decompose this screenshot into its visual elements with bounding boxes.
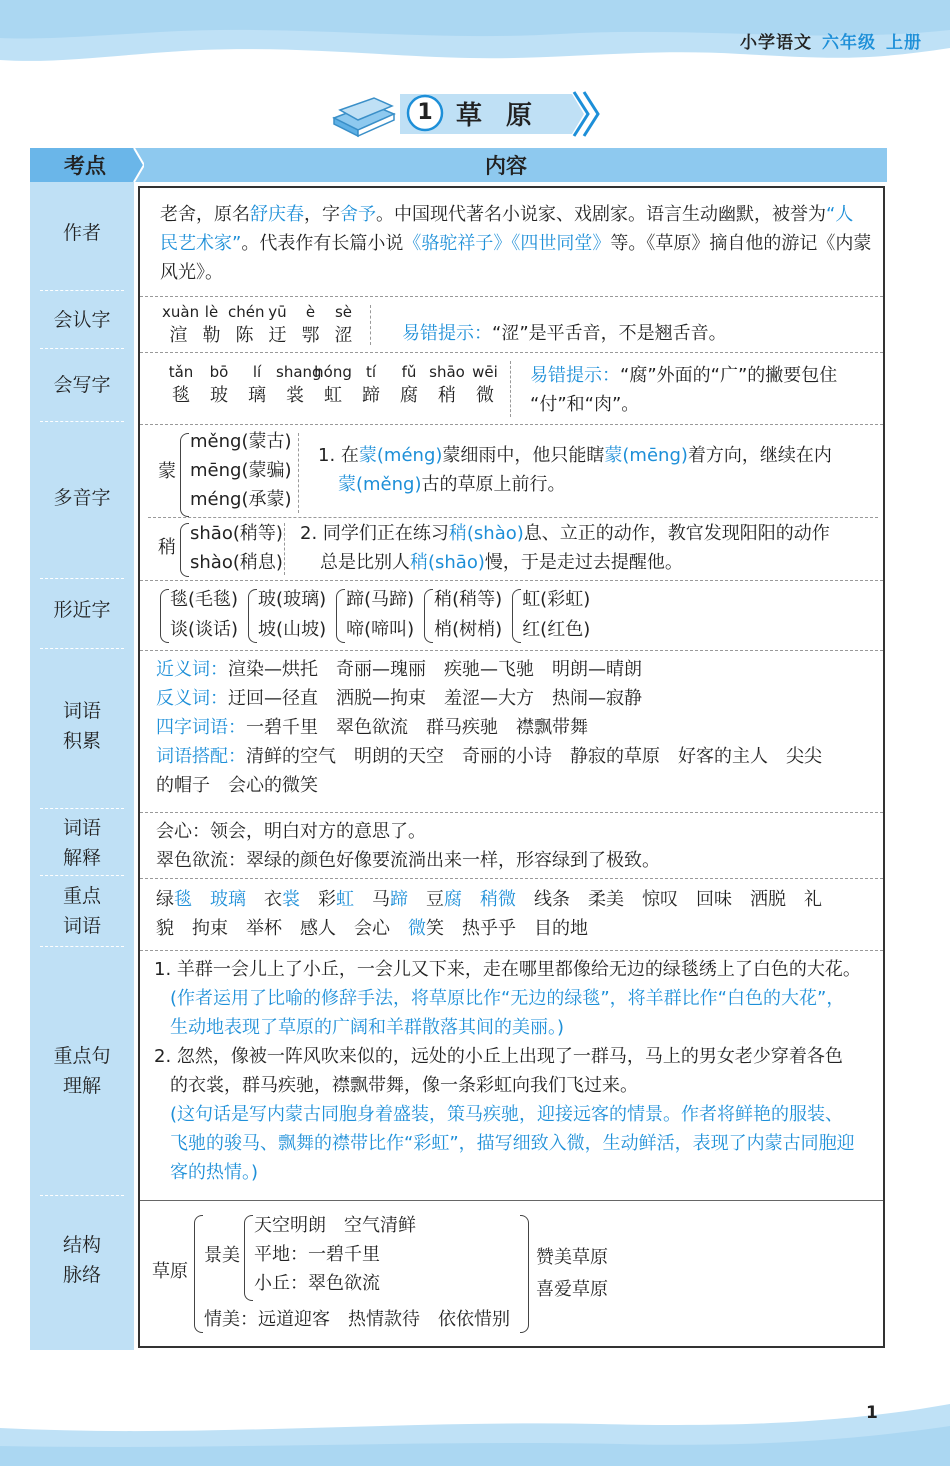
label-divider: [40, 290, 124, 291]
keyword-segment: 腐: [444, 889, 462, 910]
polyphone-shao-char: 稍: [158, 537, 176, 558]
header-kaodian: 考点: [64, 154, 106, 178]
similar-group: [246, 585, 326, 645]
label-divider: [40, 875, 124, 876]
similar-word: 红(红色): [522, 619, 591, 640]
label-divider: [40, 348, 124, 349]
brace: [160, 589, 169, 643]
label-divider: [40, 421, 124, 422]
keyword-segment: [462, 889, 480, 910]
similar-word: 毯(毛毯): [170, 589, 239, 610]
label-divider: [40, 808, 124, 809]
brace: [180, 433, 189, 517]
pinyin: wēi: [472, 363, 498, 381]
write-chars: [162, 363, 504, 407]
brace: [244, 1215, 253, 1301]
pinyin: fǔ: [401, 363, 417, 381]
label-sentences-1: 重点句: [53, 1045, 111, 1067]
row-divider: [370, 305, 371, 345]
label-structure-2: 脉络: [62, 1264, 101, 1286]
label-divider: [40, 946, 124, 947]
lesson-number: 1: [417, 100, 433, 125]
brace: [180, 523, 189, 577]
structure-beauty-items: 天空明朗 空气清鲜 平地：一碧千里 小丘：翠色欲流: [254, 1215, 416, 1294]
similar-word: 蹄(马蹄): [346, 589, 415, 610]
polyphone-meng-example: 1. 在蒙(méng)蒙细雨中，他只能瞎蒙(mēng)着方向，继续在内 蒙(měng)古的草原上前行。: [318, 445, 832, 495]
hanzi: 毯: [172, 385, 190, 406]
label-vocab-1: 词语: [62, 700, 101, 722]
char-with-pinyin: [195, 303, 228, 347]
similar-group: [158, 585, 238, 645]
table-header-bar: [30, 148, 887, 182]
label-explain-1: 词语: [62, 817, 101, 839]
hanzi: 稍: [438, 385, 456, 406]
similar-word: 坡(山坡): [258, 619, 327, 640]
similar-group: [422, 585, 502, 645]
brace: [520, 1215, 529, 1333]
write-tip: 易错提示：“腐”外面的“广”的撇要包住 “付”和“肉”。: [530, 365, 838, 415]
explain-text: 会心：领会，明白对方的意思了。 翠色欲流：翠绿的颜色好像要流淌出来一样，形容绿到了极致。: [156, 821, 660, 871]
similar-word: 玻(玻璃): [258, 589, 327, 610]
char-with-pinyin: [162, 303, 200, 347]
polyphone-meng-readings: měng(蒙古) mēng(蒙骗) méng(承蒙): [190, 431, 292, 510]
pinyin: sè: [334, 303, 353, 321]
brace: [336, 589, 345, 643]
brace: [512, 589, 521, 643]
hanzi: 玻: [210, 385, 228, 406]
pinyin: chén: [228, 303, 265, 321]
similar-group: [334, 585, 414, 645]
keyword-segment: 蹄: [390, 889, 408, 910]
row-recognize: [140, 296, 883, 352]
hanzi: 微: [476, 385, 494, 406]
recognize-tip: 易错提示：“涩”是平舌音，不是翘舌音。: [402, 323, 727, 344]
keyword-segment: 豆: [408, 889, 444, 910]
label-structure-1: 结构: [62, 1234, 101, 1256]
header-neirong: 内容: [485, 154, 527, 178]
char-with-pinyin: [238, 363, 276, 407]
char-with-pinyin: [314, 363, 352, 407]
similar-word: 虹(彩虹): [522, 589, 591, 610]
label-similar: 形近字: [53, 599, 111, 621]
row-keywords: [140, 878, 883, 950]
row-sentences: [140, 950, 883, 1200]
char-with-pinyin: [261, 303, 294, 347]
similar-word: 稍(稍等): [434, 589, 503, 610]
pinyin: shāo: [429, 363, 465, 381]
row-explain: [140, 812, 883, 878]
recognize-chars: [162, 303, 360, 347]
structure-root: 草原: [152, 1261, 188, 1282]
pinyin: tǎn: [168, 363, 194, 381]
similar-word: 啼(啼叫): [346, 619, 415, 640]
pinyin: lí: [252, 363, 262, 381]
row-write: [140, 352, 883, 424]
char-with-pinyin: [466, 363, 504, 407]
keyword-segment: 虹: [336, 889, 354, 910]
hanzi: 腐: [400, 385, 418, 406]
polyphone-shao-readings: shāo(稍等) shào(稍息): [190, 523, 283, 573]
char-with-pinyin: [162, 363, 200, 407]
book-info: [740, 28, 922, 53]
structure-feeling: 情美：远道迎客 热情款待 依依惜别: [204, 1309, 510, 1330]
row-divider: [284, 523, 285, 575]
keyword-segment: [192, 889, 210, 910]
keyword-segment: 线条 柔美 惊叹 回味 洒脱 礼: [516, 889, 822, 910]
pinyin: xuàn: [162, 303, 200, 321]
keyword-segment: 毯: [174, 889, 192, 910]
hanzi: 勒: [202, 325, 221, 346]
keywords-text: 绿毯 玻璃 衣裳 彩虹 马蹄 豆腐 稍微 线条 柔美 惊叹 回味 洒脱 礼 貌 拘束 举杯 感人 会心 微笑 热乎乎 目的地: [156, 885, 880, 943]
keyword-segment: 马: [354, 889, 390, 910]
char-with-pinyin: [327, 303, 360, 347]
similar-word: 梢(树梢): [434, 619, 503, 640]
char-with-pinyin: [276, 363, 322, 407]
keyword-segment: 玻璃: [210, 889, 246, 910]
row-divider: [510, 361, 511, 417]
keywords-line-1: [156, 885, 880, 914]
pinyin: yū: [268, 303, 287, 321]
row-author: [140, 188, 883, 296]
label-sentences-2: 理解: [62, 1075, 101, 1097]
row-divider: [298, 433, 299, 513]
row-similar: [140, 580, 883, 650]
hanzi: 渲: [169, 325, 188, 346]
char-with-pinyin: [294, 303, 327, 347]
label-divider: [40, 1195, 124, 1196]
keyword-segment: 稍微: [480, 889, 516, 910]
sentences-text: 1. 羊群一会儿上了小丘，一会儿又下来，走在哪里都像给无边的绿毯绣上了白色的大花。 (作者运用了比喻的修辞手法，将草原比作“无边的绿毯”，将羊群比作“白色的大花”， 生动地表现了草原的广阔和羊群散落其间的美丽。) 2. 忽然，像被一阵风吹来似的，远处的小丘上出现了一群马，马上的男女老少穿着各色 的衣裳，群马疾驰，襟飘带舞，像一条彩虹向我们飞过来。 (这句话是写内蒙古同胞身着盛装，策马疾驰，迎接远客的情景。作者将鲜艳的服装、 飞驰的骏马、飘舞的襟带比作“彩虹”，描写细致入微，生动鲜活，表现了内蒙古同胞迎 客的热情。): [154, 959, 861, 1183]
label-author: 作者: [62, 222, 101, 244]
keyword-segment: 绿: [156, 889, 174, 910]
label-recognize: 会认字: [53, 309, 111, 331]
lesson-name: 草原: [456, 101, 557, 131]
char-with-pinyin: [390, 363, 428, 407]
hanzi: 陈: [235, 325, 254, 346]
structure-beauty: 景美: [204, 1245, 240, 1266]
pinyin: hóng: [314, 363, 352, 381]
pinyin: bō: [209, 363, 229, 381]
similar-group: [510, 585, 590, 645]
structure-praise: 赞美草原: [536, 1247, 608, 1268]
brace: [248, 589, 257, 643]
label-polyphone: 多音字: [53, 487, 111, 509]
pinyin: lè: [204, 303, 219, 321]
keyword-segment: 衣: [246, 889, 282, 910]
label-keywords-1: 重点: [62, 885, 101, 907]
grade-label: 六年级: [822, 33, 876, 53]
char-with-pinyin: [200, 363, 238, 407]
brace: [424, 589, 433, 643]
page-number: 1: [866, 1403, 878, 1423]
row-polyphone: [140, 424, 883, 580]
subject-label: 小学语文: [740, 33, 812, 53]
similar-word: 谈(谈话): [170, 619, 239, 640]
hanzi: 璃: [248, 385, 266, 406]
keyword-segment: 裳: [282, 889, 300, 910]
volume-label: 上册: [886, 33, 922, 53]
hanzi: 裳: [286, 385, 304, 406]
hanzi: 迂: [268, 325, 287, 346]
hanzi: 涩: [334, 325, 353, 346]
polyphone-meng-char: 蒙: [158, 461, 176, 482]
brace: [194, 1215, 203, 1333]
author-text: 老舍，原名舒庆春，字舍予。中国现代著名小说家、戏剧家。语言生动幽默，被誉为“人 民艺术家”。代表作有长篇小说《骆驼祥子》《四世同堂》等。《草原》摘自他的游记《内蒙 风光》。: [160, 204, 872, 283]
structure-love: 喜爱草原: [536, 1279, 608, 1300]
content-box: [138, 186, 885, 1348]
lesson-title: [330, 88, 600, 140]
label-write: 会写字: [53, 374, 111, 396]
pinyin: è: [305, 303, 316, 321]
vocab-text: 近义词：渲染—烘托 奇丽—瑰丽 疾驰—飞驰 明朗—晴朗 反义词：迂回—径直 洒脱—拘束 羞涩—大方 热闹—寂静 四字词语：一碧千里 翠色欲流 群马疾驰 襟飘带舞 词语搭配：清鲜的空气 明朗的天空 奇丽的小诗 静寂的草原 好客的主人 尖尖 的帽子 会心的微笑: [156, 659, 822, 796]
inner-divider: [148, 517, 878, 518]
char-with-pinyin: [352, 363, 390, 407]
label-column: [30, 182, 134, 1350]
label-divider: [40, 648, 124, 649]
bottom-band: [0, 1390, 950, 1466]
char-with-pinyin: [228, 303, 265, 347]
label-keywords-2: 词语: [62, 915, 101, 937]
keyword-segment: 彩: [300, 889, 336, 910]
similar-groups: [158, 585, 598, 645]
hanzi: 虹: [324, 385, 342, 406]
label-vocab-2: 积累: [62, 730, 101, 752]
polyphone-shao-example: 2. 同学们正在练习稍(shào)息、立正的动作，教官发现阳阳的动作 总是比别人稍(shāo)慢，于是走过去提醒他。: [300, 523, 830, 573]
pinyin: shang: [276, 363, 322, 381]
row-vocab: [140, 650, 883, 812]
char-with-pinyin: [428, 363, 466, 407]
hanzi: 鄂: [301, 325, 320, 346]
row-structure: [140, 1200, 883, 1346]
pinyin: tí: [365, 363, 377, 381]
label-divider: [40, 578, 124, 579]
hanzi: 蹄: [362, 385, 380, 406]
label-explain-2: 解释: [62, 847, 101, 869]
